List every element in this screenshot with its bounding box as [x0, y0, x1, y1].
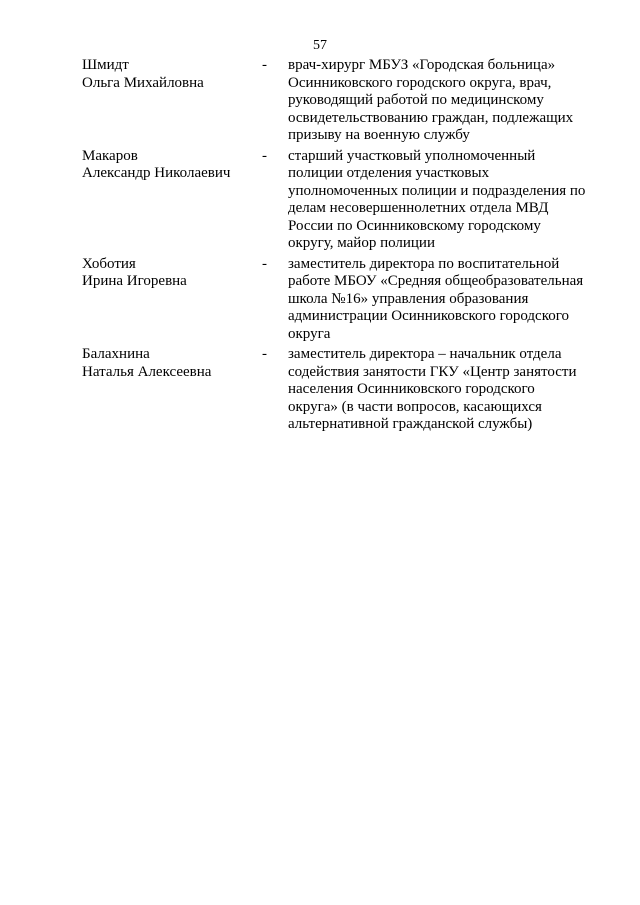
- member-dash: -: [262, 346, 267, 362]
- member-entry: [82, 148, 602, 253]
- member-surname: Шмидт: [82, 57, 129, 73]
- member-name: [82, 57, 262, 145]
- member-surname: Макаров: [82, 147, 138, 164]
- member-name: [82, 346, 262, 434]
- member-name: [82, 148, 262, 253]
- member-dash: -: [262, 255, 267, 272]
- member-given-names: Ирина Игоревна: [82, 273, 187, 289]
- member-entry: [82, 57, 602, 145]
- member-dash: -: [262, 147, 267, 164]
- member-position: врач-хирург МБУЗ «Городская больница» Осинниковского городского округа, врач, руководящий работой по медицинскому освидетельствованию граждан, подлежащих призыву на военную службу: [288, 57, 574, 143]
- member-entry: [82, 346, 602, 434]
- member-surname: Хоботия: [82, 255, 136, 272]
- commission-member-list: [82, 57, 602, 437]
- member-surname: Балахнина: [82, 346, 150, 362]
- member-given-names: Александр Николаевич: [82, 165, 231, 181]
- member-given-names: Наталья Алексеевна: [82, 363, 212, 380]
- member-entry: [82, 256, 602, 344]
- member-name: [82, 256, 262, 344]
- page-number: 57: [313, 38, 327, 53]
- member-position: старший участковый уполномоченный полиции отделения участковых уполномоченных полиции и подразделения по делам несовершеннолетних отдела МВД России по Осинниковскому городскому округу, майор полиции: [288, 147, 586, 251]
- member-dash: -: [262, 57, 267, 73]
- member-given-names: Ольга Михайловна: [82, 74, 204, 91]
- member-position: заместитель директора – начальник отдела содействия занятости ГКУ «Центр занятости населения Осинниковского городского округа» (в части вопросов, касающихся альтернативной гражданской службы): [288, 346, 577, 432]
- member-position: заместитель директора по воспитательной работе МБОУ «Средняя общеобразовательная школа №16» управления образования администрации Осинниковского городского округа: [288, 255, 584, 342]
